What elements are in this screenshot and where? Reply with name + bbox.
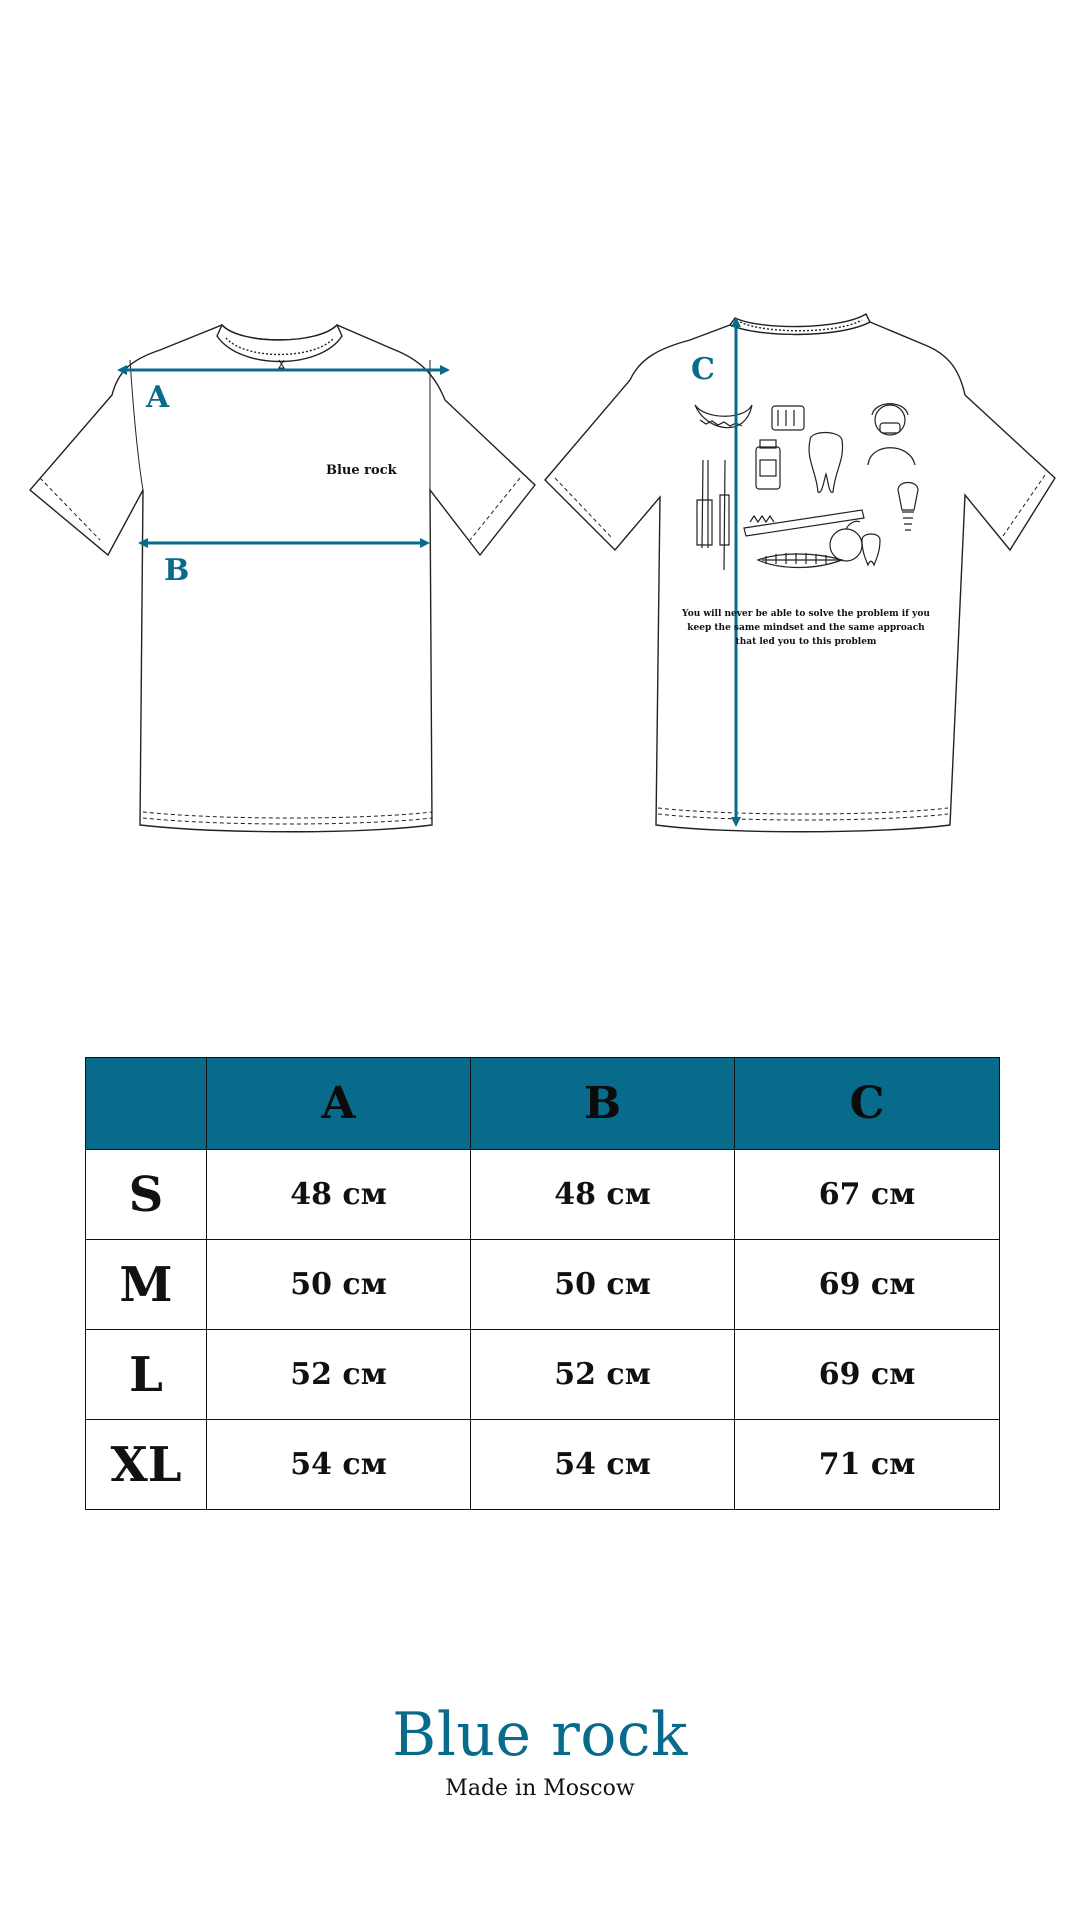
size-label: S: [86, 1150, 207, 1240]
measure-b: 54 см: [471, 1420, 735, 1510]
header-c: C: [735, 1058, 1000, 1150]
back-quote: You will never be able to solve the problem if you keep the same mindset and the same approach that led you to this problem: [682, 609, 930, 647]
table-row: [86, 1420, 1000, 1510]
size-label: XL: [86, 1420, 207, 1510]
measure-a: 52 см: [207, 1330, 471, 1420]
label-c: C: [691, 352, 715, 387]
size-label: M: [86, 1240, 207, 1330]
table-row: [86, 1150, 1000, 1240]
size-table-header: [86, 1058, 1000, 1150]
header-empty: [86, 1058, 207, 1150]
tshirt-diagram: [0, 0, 1080, 900]
measure-a: 54 см: [207, 1420, 471, 1510]
label-b: B: [164, 553, 190, 588]
table-row: [86, 1330, 1000, 1420]
measure-c: 71 см: [735, 1420, 1000, 1510]
brand-tagline: Made in Moscow: [445, 1776, 635, 1801]
measure-b: 50 см: [471, 1240, 735, 1330]
measure-c: 69 см: [735, 1330, 1000, 1420]
header-b: B: [471, 1058, 735, 1150]
back-tshirt: [545, 314, 1055, 832]
measure-a: 48 см: [207, 1150, 471, 1240]
header-a: A: [207, 1058, 471, 1150]
size-label: L: [86, 1330, 207, 1420]
label-a: A: [146, 380, 170, 415]
table-row: [86, 1240, 1000, 1330]
measure-b: 48 см: [471, 1150, 735, 1240]
brand-title: Blue rock: [392, 1700, 688, 1770]
measure-c: 69 см: [735, 1240, 1000, 1330]
measure-c: 67 см: [735, 1150, 1000, 1240]
size-table: [85, 1057, 1000, 1510]
measure-b: 52 см: [471, 1330, 735, 1420]
front-print-text: Blue rock: [326, 463, 397, 478]
measure-a: 50 см: [207, 1240, 471, 1330]
front-tshirt: [30, 325, 535, 832]
